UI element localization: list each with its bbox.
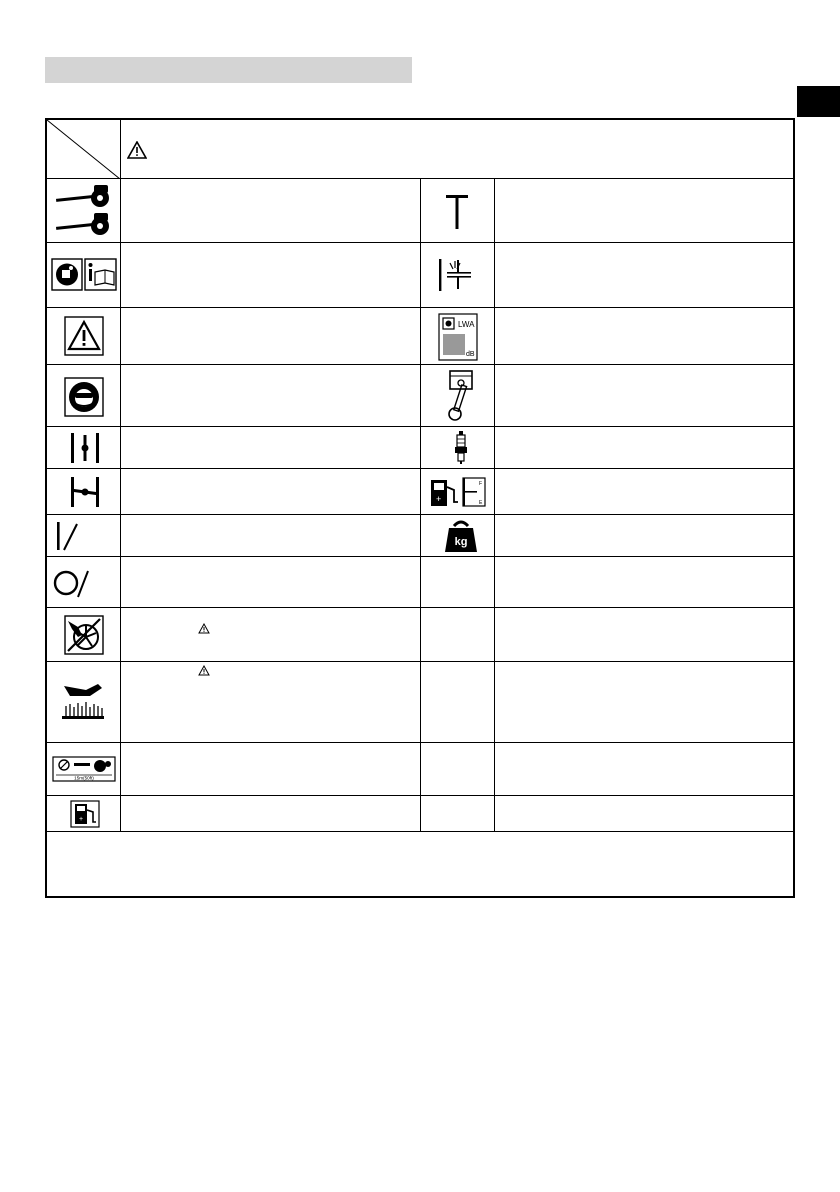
row-divider (47, 831, 793, 832)
column-divider (494, 178, 495, 831)
letter-t-icon (439, 190, 475, 234)
weight-unit: kg (454, 536, 468, 548)
sound-power-label-icon (435, 312, 481, 362)
svg-text:+: + (436, 494, 442, 504)
choke-closed-icon (65, 472, 105, 512)
svg-text:+: + (79, 816, 84, 823)
column-divider (420, 178, 421, 831)
sound-unit: dB (466, 351, 475, 358)
fuel-gauge-empty: E (479, 500, 483, 506)
spark-plug-icon (447, 429, 475, 467)
warning-sign-icon (61, 314, 107, 358)
sound-label: LWA (458, 320, 475, 329)
warning-triangle-icon (198, 664, 210, 676)
blower-unit-icon (53, 182, 115, 240)
piston-displacement-icon (443, 368, 479, 424)
distance-label: 15m(50ft) (74, 775, 94, 781)
spark-gap-icon (431, 255, 483, 295)
weight-kg-icon (441, 516, 481, 556)
fuel-gauge-full: F (479, 481, 483, 487)
fan-hazard-icon (61, 612, 107, 658)
symbol-table (45, 118, 795, 898)
ear-eye-protection-icon (61, 370, 107, 424)
header-diagonal (47, 120, 120, 179)
keep-distance-icon (51, 748, 117, 790)
choke-open-icon (65, 429, 105, 467)
read-manual-icon (51, 248, 117, 302)
language-edge-tab (797, 86, 840, 117)
fuel-tank-capacity-icon (427, 472, 489, 512)
warning-triangle-icon (198, 622, 210, 634)
fuel-pump-icon (69, 799, 101, 829)
section-header-bar (45, 57, 412, 83)
switch-on-icon (53, 518, 83, 554)
switch-off-icon (51, 561, 91, 605)
warning-triangle-icon (127, 140, 147, 160)
hot-surface-icon (57, 676, 109, 730)
column-divider (120, 120, 121, 831)
